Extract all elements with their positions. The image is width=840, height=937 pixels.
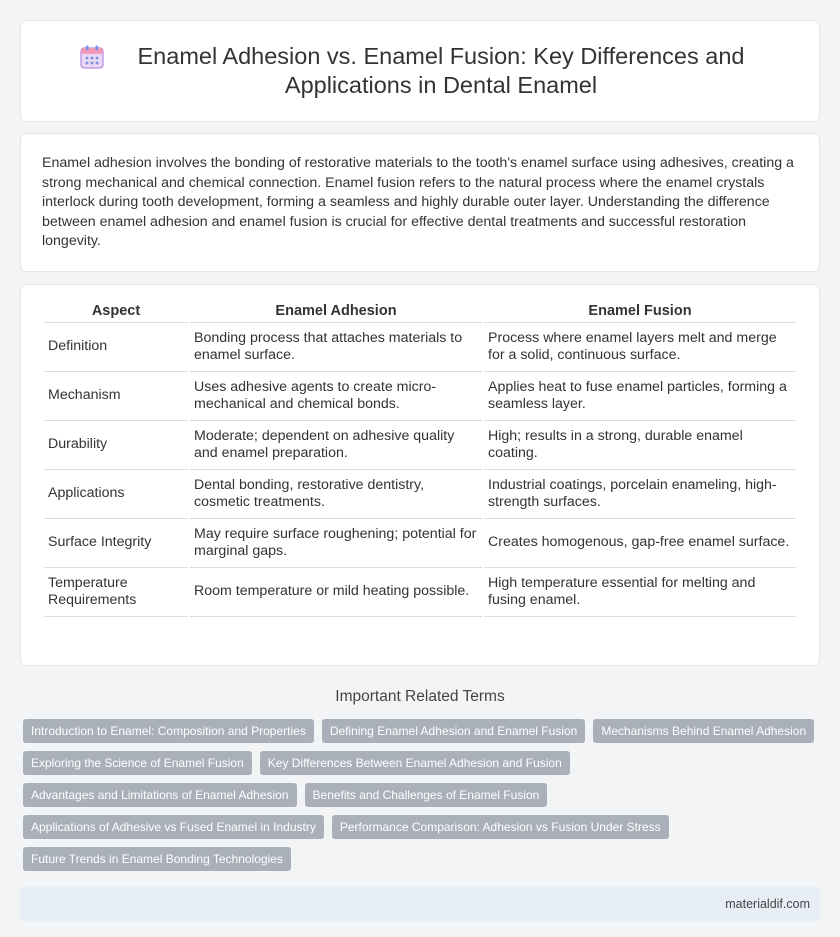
header-enamel-adhesion: Enamel Adhesion	[190, 301, 482, 323]
cell-aspect: Surface Integrity	[44, 519, 188, 568]
cell-aspect: Temperature Requirements	[44, 568, 188, 617]
table-row	[44, 470, 796, 519]
related-term-link[interactable]: Performance Comparison: Adhesion vs Fusion Under Stress	[332, 815, 669, 839]
cell-adhesion: Moderate; dependent on adhesive quality and enamel preparation.	[190, 421, 482, 470]
table-row	[44, 323, 796, 372]
cell-fusion: Process where enamel layers melt and merge for a solid, continuous surface.	[484, 323, 796, 372]
cell-adhesion: May require surface roughening; potential for marginal gaps.	[190, 519, 482, 568]
cell-aspect: Definition	[44, 323, 188, 372]
related-term-link[interactable]: Applications of Adhesive vs Fused Enamel in Industry	[23, 815, 324, 839]
related-term-link[interactable]: Future Trends in Enamel Bonding Technologies	[23, 847, 291, 871]
cell-fusion: Industrial coatings, porcelain enameling, high-strength surfaces.	[484, 470, 796, 519]
table-row	[44, 568, 796, 617]
footer	[20, 887, 820, 921]
related-term-link[interactable]: Exploring the Science of Enamel Fusion	[23, 751, 252, 775]
related-term-link[interactable]: Defining Enamel Adhesion and Enamel Fusion	[322, 719, 586, 743]
intro-paragraph: Enamel adhesion involves the bonding of restorative materials to the tooth's enamel surface using adhesives, creating a strong mechanical and chemical connection. Enamel fusion refers to the natural process where the enamel crystals interlock during tooth development, forming a seamless and highly durable outer layer. Understanding the difference between enamel adhesion and enamel fusion is crucial for effective dental treatments and successful restoration longevity.	[42, 155, 794, 250]
comparison-table	[42, 301, 798, 617]
page-title: Enamel Adhesion vs. Enamel Fusion: Key Differences and Applications in Dental Enamel	[137, 43, 745, 98]
table-row	[44, 372, 796, 421]
cell-fusion: High; results in a strong, durable enamel coating.	[484, 421, 796, 470]
cell-adhesion: Uses adhesive agents to create micro-mechanical and chemical bonds.	[190, 372, 482, 421]
related-term-link[interactable]: Key Differences Between Enamel Adhesion and Fusion	[260, 751, 570, 775]
table-header-row	[44, 301, 796, 323]
cell-adhesion: Bonding process that attaches materials to enamel surface.	[190, 323, 482, 372]
related-term-link[interactable]: Benefits and Challenges of Enamel Fusion	[305, 783, 548, 807]
cell-adhesion: Dental bonding, restorative dentistry, cosmetic treatments.	[190, 470, 482, 519]
footer-site[interactable]: materialdif.com	[725, 897, 810, 911]
related-terms-section	[0, 688, 840, 871]
intro-card	[20, 133, 820, 272]
cell-adhesion: Room temperature or mild heating possible.	[190, 568, 482, 617]
related-term-link[interactable]: Advantages and Limitations of Enamel Adhesion	[23, 783, 297, 807]
related-terms-title: Important Related Terms	[335, 688, 505, 705]
related-term-link[interactable]: Mechanisms Behind Enamel Adhesion	[593, 719, 814, 743]
title-wrap	[79, 42, 761, 100]
cell-fusion: Creates homogenous, gap-free enamel surface.	[484, 519, 796, 568]
table-row	[44, 421, 796, 470]
header-aspect: Aspect	[44, 301, 188, 323]
related-term-link[interactable]: Introduction to Enamel: Composition and Properties	[23, 719, 314, 743]
table-row	[44, 519, 796, 568]
header-card	[20, 20, 820, 122]
comparison-table-card	[20, 284, 820, 666]
cell-aspect: Durability	[44, 421, 188, 470]
cell-fusion: Applies heat to fuse enamel particles, forming a seamless layer.	[484, 372, 796, 421]
calendar-icon	[79, 44, 105, 70]
header-enamel-fusion: Enamel Fusion	[484, 301, 796, 323]
cell-aspect: Applications	[44, 470, 188, 519]
cell-aspect: Mechanism	[44, 372, 188, 421]
cell-fusion: High temperature essential for melting and fusing enamel.	[484, 568, 796, 617]
related-terms-tags	[0, 719, 840, 871]
